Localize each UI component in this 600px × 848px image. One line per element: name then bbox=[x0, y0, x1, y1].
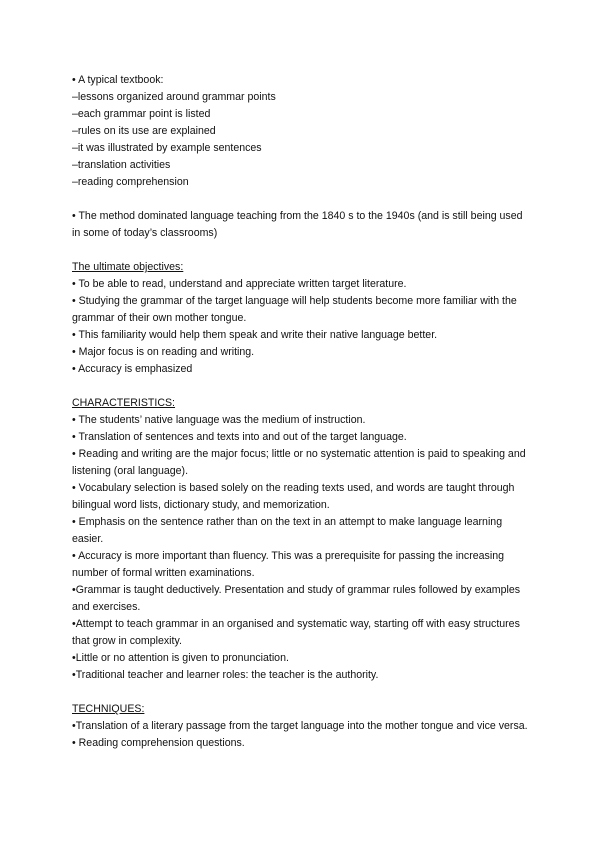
textbook-item: –each grammar point is listed bbox=[72, 108, 211, 120]
techniques-heading: TECHNIQUES: bbox=[72, 703, 145, 715]
objective-item: • To be able to read, understand and appreciate written target literature. bbox=[72, 278, 407, 290]
technique-item: • Reading comprehension questions. bbox=[72, 737, 245, 749]
characteristic-item: •Grammar is taught deductively. Presentation and study of grammar rules followed by examples and exercises. bbox=[72, 584, 521, 613]
objective-item: • Major focus is on reading and writing. bbox=[72, 346, 255, 358]
textbook-item: –lessons organized around grammar points bbox=[72, 91, 276, 103]
textbook-item: –rules on its use are explained bbox=[72, 125, 216, 137]
characteristic-item: • Emphasis on the sentence rather than on the text in an attempt to make language learning easier. bbox=[72, 516, 503, 545]
spacer bbox=[72, 378, 532, 395]
textbook-item: –reading comprehension bbox=[72, 176, 189, 188]
technique-item: •Translation of a literary passage from the target language into the mother tongue and vice versa. bbox=[72, 720, 528, 732]
objective-item: • Studying the grammar of the target language will help students become more familiar with the grammar of their own mother tongue. bbox=[72, 295, 517, 324]
textbook-item: –it was illustrated by example sentences bbox=[72, 142, 262, 154]
characteristic-item: •Traditional teacher and learner roles: the teacher is the authority. bbox=[72, 669, 379, 681]
characteristic-item: •Little or no attention is given to pronunciation. bbox=[72, 652, 289, 664]
objective-item: • This familiarity would help them speak and write their native language better. bbox=[72, 329, 438, 341]
document-page bbox=[72, 72, 532, 752]
characteristic-item: • Reading and writing are the major focus; little or no systematic attention is paid to speaking and listening (oral language). bbox=[72, 448, 526, 477]
characteristic-item: • The students’ native language was the medium of instruction. bbox=[72, 414, 366, 426]
characteristic-item: •Attempt to teach grammar in an organised and systematic way, starting off with easy structures that grow in complexity. bbox=[72, 618, 520, 647]
method-paragraph: • The method dominated language teaching from the 1840 s to the 1940s (and is still being used in some of today’s classrooms) bbox=[72, 210, 523, 239]
spacer bbox=[72, 242, 532, 259]
textbook-intro: • A typical textbook: bbox=[72, 74, 164, 86]
objectives-heading: The ultimate objectives: bbox=[72, 261, 184, 273]
textbook-item: –translation activities bbox=[72, 159, 171, 171]
characteristic-item: • Vocabulary selection is based solely on the reading texts used, and words are taught through bilingual word lists, dictionary study, and memorization. bbox=[72, 482, 515, 511]
characteristic-item: • Accuracy is more important than fluency. This was a prerequisite for passing the increasing number of formal written examinations. bbox=[72, 550, 504, 579]
objective-item: • Accuracy is emphasized bbox=[72, 363, 193, 375]
characteristic-item: • Translation of sentences and texts into and out of the target language. bbox=[72, 431, 407, 443]
spacer bbox=[72, 684, 532, 701]
characteristics-heading: CHARACTERISTICS: bbox=[72, 397, 176, 409]
spacer bbox=[72, 191, 532, 208]
